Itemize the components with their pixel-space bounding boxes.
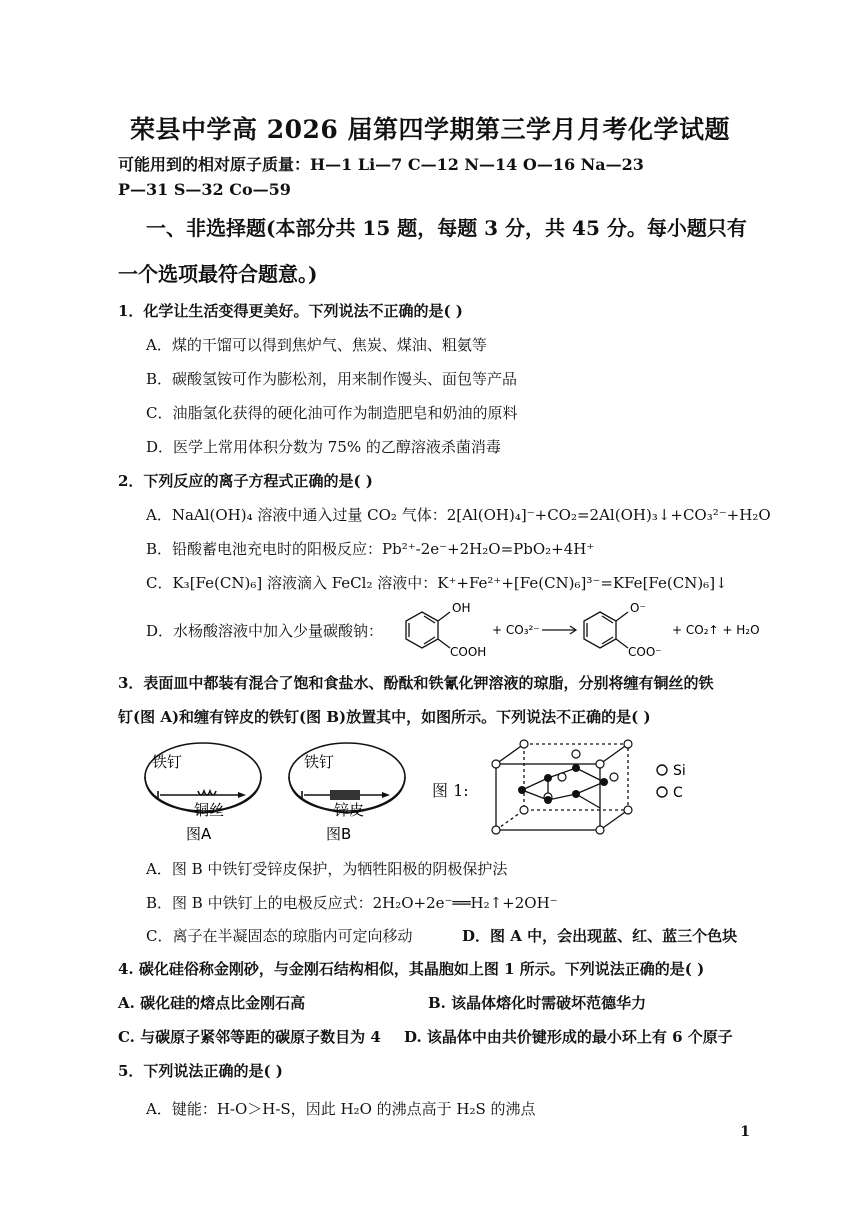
q1-option-b: B．碳酸氢铵可作为膨松剂，用来制作馒头、面包等产品 [146, 370, 518, 388]
figure-1-label: 图 1: [432, 781, 469, 800]
carboxyl-label: COOH [450, 645, 487, 658]
si-legend-label: Si [673, 763, 686, 779]
q2-option-b [146, 538, 594, 559]
atomic-masses-line1: 可能用到的相对原子质量：H—1 Li—7 C—12 N—14 O—16 Na—23 [118, 155, 644, 174]
si-legend-marker [657, 765, 667, 775]
products-label: + CO₂↑ + H₂O [672, 623, 760, 637]
section-heading-line2: 一个选项最符合题意。) [118, 262, 318, 286]
figure-b-nail-label: 铁钉 [304, 753, 335, 771]
figure-b-caption: 图B [326, 825, 352, 843]
page-title: 荣县中学高 2026 届第四学期第三学月月考化学试题 [130, 115, 730, 144]
salicylate-structure [584, 612, 628, 648]
figure-b-dish [282, 735, 412, 845]
q3-option-d: D．图 A 中，会出现蓝、红、蓝三个色块 [462, 927, 738, 945]
q1-stem: 1．化学让生活变得更美好。下列说法不正确的是( ) [118, 302, 463, 320]
q2-option-d-text: D．水杨酸溶液中加入少量碳酸钠： [146, 622, 384, 640]
q5-stem: 5．下列说法正确的是( ) [118, 1062, 283, 1080]
carboxylate-label: COO⁻ [628, 645, 662, 658]
q3-option-b-text: B．图 B 中铁钉上的电极反应式： [146, 894, 373, 912]
q3-option-c: C．离子在半凝固态的琼脂内可定向移动 [146, 927, 413, 945]
figure-a-wire-label: 铜丝 [194, 801, 225, 819]
hydroxyl-label: OH [452, 601, 471, 615]
sic-unit-cell [488, 738, 648, 838]
carbonate-label: + CO₃²⁻ [492, 623, 540, 637]
c-legend-marker [657, 787, 667, 797]
atomic-masses-line2: P—31 S—32 Co—59 [118, 180, 291, 199]
q3-option-b [146, 892, 558, 913]
q2-option-c-equation: K⁺+Fe²⁺+[Fe(CN)₆]³⁻=KFe[Fe(CN)₆]↓ [437, 574, 728, 592]
q3-stem-line1: 3．表面皿中都装有混合了饱和食盐水、酚酞和铁氰化钾溶液的琼脂，分别将缠有铜丝的铁 [118, 674, 714, 692]
q3-option-b-equation: 2H₂O+2e⁻══H₂↑+2OH⁻ [372, 894, 558, 912]
salicylic-acid-structure [406, 612, 450, 648]
figure-b-zinc-label: 锌皮 [334, 801, 365, 819]
q4-option-c: C. 与碳原子紧邻等距的碳原子数目为 4 [118, 1028, 381, 1046]
zinc-sheet-shape [330, 790, 360, 800]
q3-stem-line2: 钉(图 A)和缠有锌皮的铁钉(图 B)放置其中，如图所示。下列说法不正确的是( ) [118, 708, 651, 726]
q2-option-b-text: B．铅酸蓄电池充电时的阳极反应： [146, 540, 383, 558]
q2-option-b-equation: Pb²⁺-2e⁻+2H₂O=PbO₂+4H⁺ [382, 540, 595, 558]
q2-option-a [146, 504, 771, 525]
q1-option-a: A．煤的干馏可以得到焦炉气、焦炭、煤油、粗氨等 [146, 336, 487, 354]
q2-option-a-text: A．NaAl(OH)₄ 溶液中通入过量 CO₂ 气体： [146, 506, 447, 524]
q5-option-a: A．键能：H-O＞H-S，因此 H₂O 的沸点高于 H₂S 的沸点 [146, 1100, 536, 1118]
q4-stem: 4. 碳化硅俗称金刚砂，与金刚石结构相似，其晶胞如上图 1 所示。下列说法正确的是( ) [118, 960, 705, 978]
c-legend-label: C [673, 785, 683, 801]
salicylic-acid-reaction-scheme [400, 598, 760, 658]
figure-a-caption: 图A [186, 825, 212, 843]
q2-option-c [146, 572, 728, 593]
q4-option-d: D. 该晶体中由共价键形成的最小环上有 6 个原子 [404, 1028, 733, 1046]
phenoxide-label: O⁻ [630, 601, 646, 615]
q4-option-a: A. 碳化硅的熔点比金刚石高 [118, 994, 306, 1012]
q3-option-a: A．图 B 中铁钉受锌皮保护，为牺牲阳极的阴极保护法 [146, 860, 508, 878]
page-number: 1 [740, 1124, 750, 1140]
figure-a-nail-label: 铁钉 [152, 753, 183, 771]
reaction-arrow [542, 626, 576, 634]
section-heading-line1: 一、非选择题(本部分共 15 题，每题 3 分，共 45 分。每小题只有 [146, 216, 747, 240]
q2-stem: 2．下列反应的离子方程式正确的是( ) [118, 472, 373, 490]
q2-option-c-text: C．K₃[Fe(CN)₆] 溶液滴入 FeCl₂ 溶液中： [146, 574, 438, 592]
q1-option-c: C．油脂氢化获得的硬化油可作为制造肥皂和奶油的原料 [146, 404, 518, 422]
q4-option-b: B. 该晶体熔化时需破坏范德华力 [428, 994, 647, 1012]
unit-cell-legend [655, 762, 725, 808]
q2-option-a-equation: 2[Al(OH)₄]⁻+CO₂=2Al(OH)₃↓+CO₃²⁻+H₂O [446, 506, 771, 524]
figure-a-dish [138, 735, 268, 845]
q1-option-d: D．医学上常用体积分数为 75% 的乙醇溶液杀菌消毒 [146, 438, 501, 456]
